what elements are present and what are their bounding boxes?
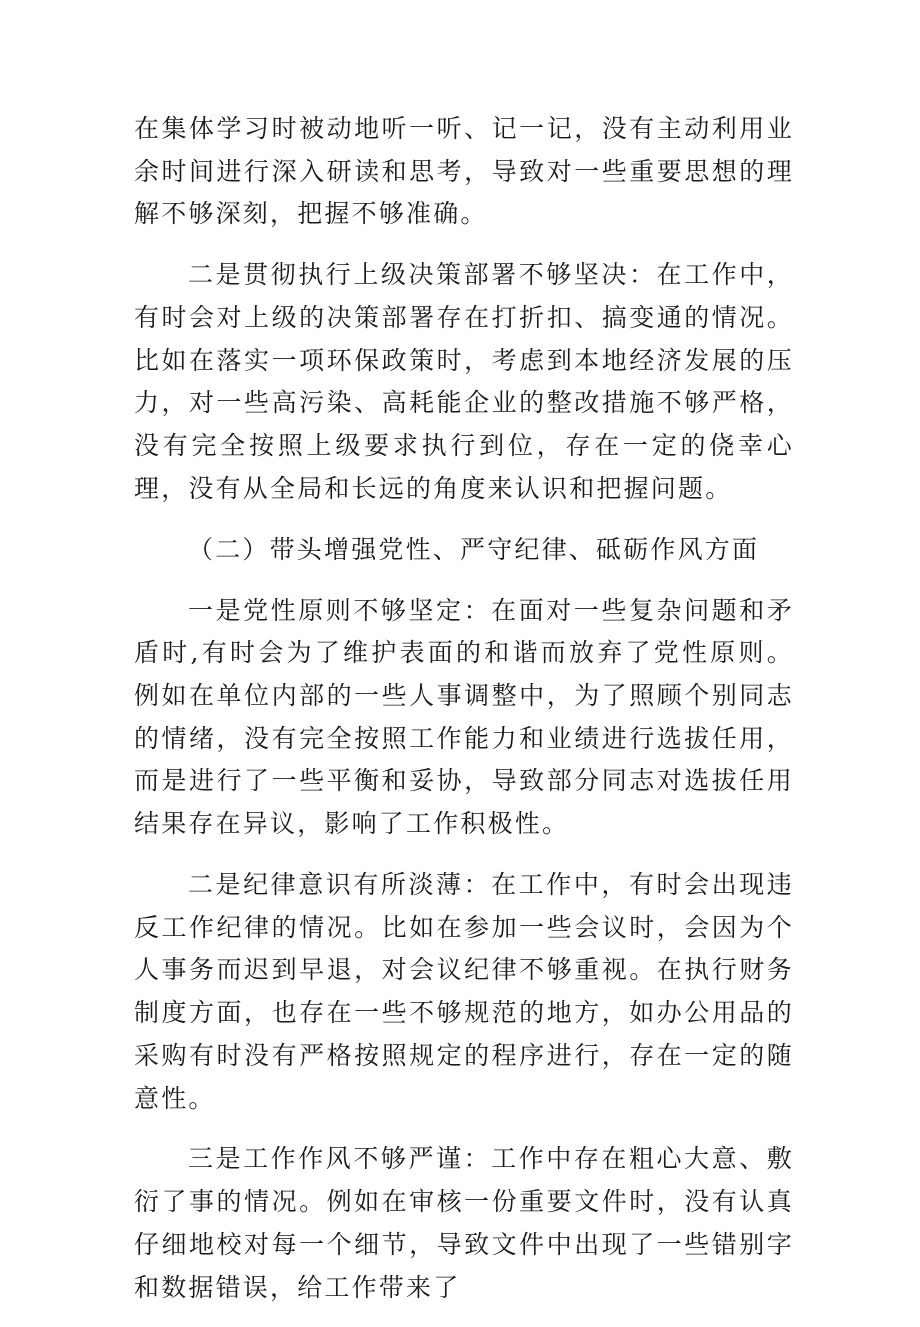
paragraph-party-principle: 一是党性原则不够坚定：在面对一些复杂问题和矛盾时,有时会为了维护表面的和谐而放弃了党性原则。例如在单位内部的一些人事调整中，为了照顾个别同志的情绪，没有完全按照工作能力和业绩进行选拔任用，而是进行了一些平衡和妥协，导致部分同志对选拔任用结果存在异议，影响了工作积极性。 [134,595,794,839]
paragraph-study-continuation: 在集体学习时被动地听一听、记一记，没有主动利用业余时间进行深入研读和思考，导致对一些重要思想的理解不够深刻，把握不够准确。 [134,114,794,229]
document-body [134,108,794,1327]
section-heading-party-spirit: （二）带头增强党性、严守纪律、砥砺作风方面 [188,534,760,564]
paragraph-discipline: 二是纪律意识有所淡薄：在工作中，有时会出现违反工作纪律的情况。比如在参加一些会议时，会因为个人事务而迟到早退，对会议纪律不够重视。在执行财务制度方面，也存在一些不够规范的地方，如办公用品的采购有时没有严格按照规定的程序进行，存在一定的随意性。 [134,870,794,1113]
paragraph-implementation: 二是贯彻执行上级决策部署不够坚决：在工作中，有时会对上级的决策部署存在打折扣、搞变通的情况。比如在落实一项环保政策时，考虑到本地经济发展的压力，对一些高污染、高耗能企业的整改措施不够严格，没有完全按照上级要求执行到位，存在一定的侥幸心理，没有从全局和长远的角度来认识和把握问题。 [134,260,794,503]
paragraph-work-style: 三是工作作风不够严谨：工作中存在粗心大意、敷衍了事的情况。例如在审核一份重要文件时，没有认真仔细地校对每一个细节，导致文件中出现了一些错别字和数据错误，给工作带来了 [134,1144,794,1302]
